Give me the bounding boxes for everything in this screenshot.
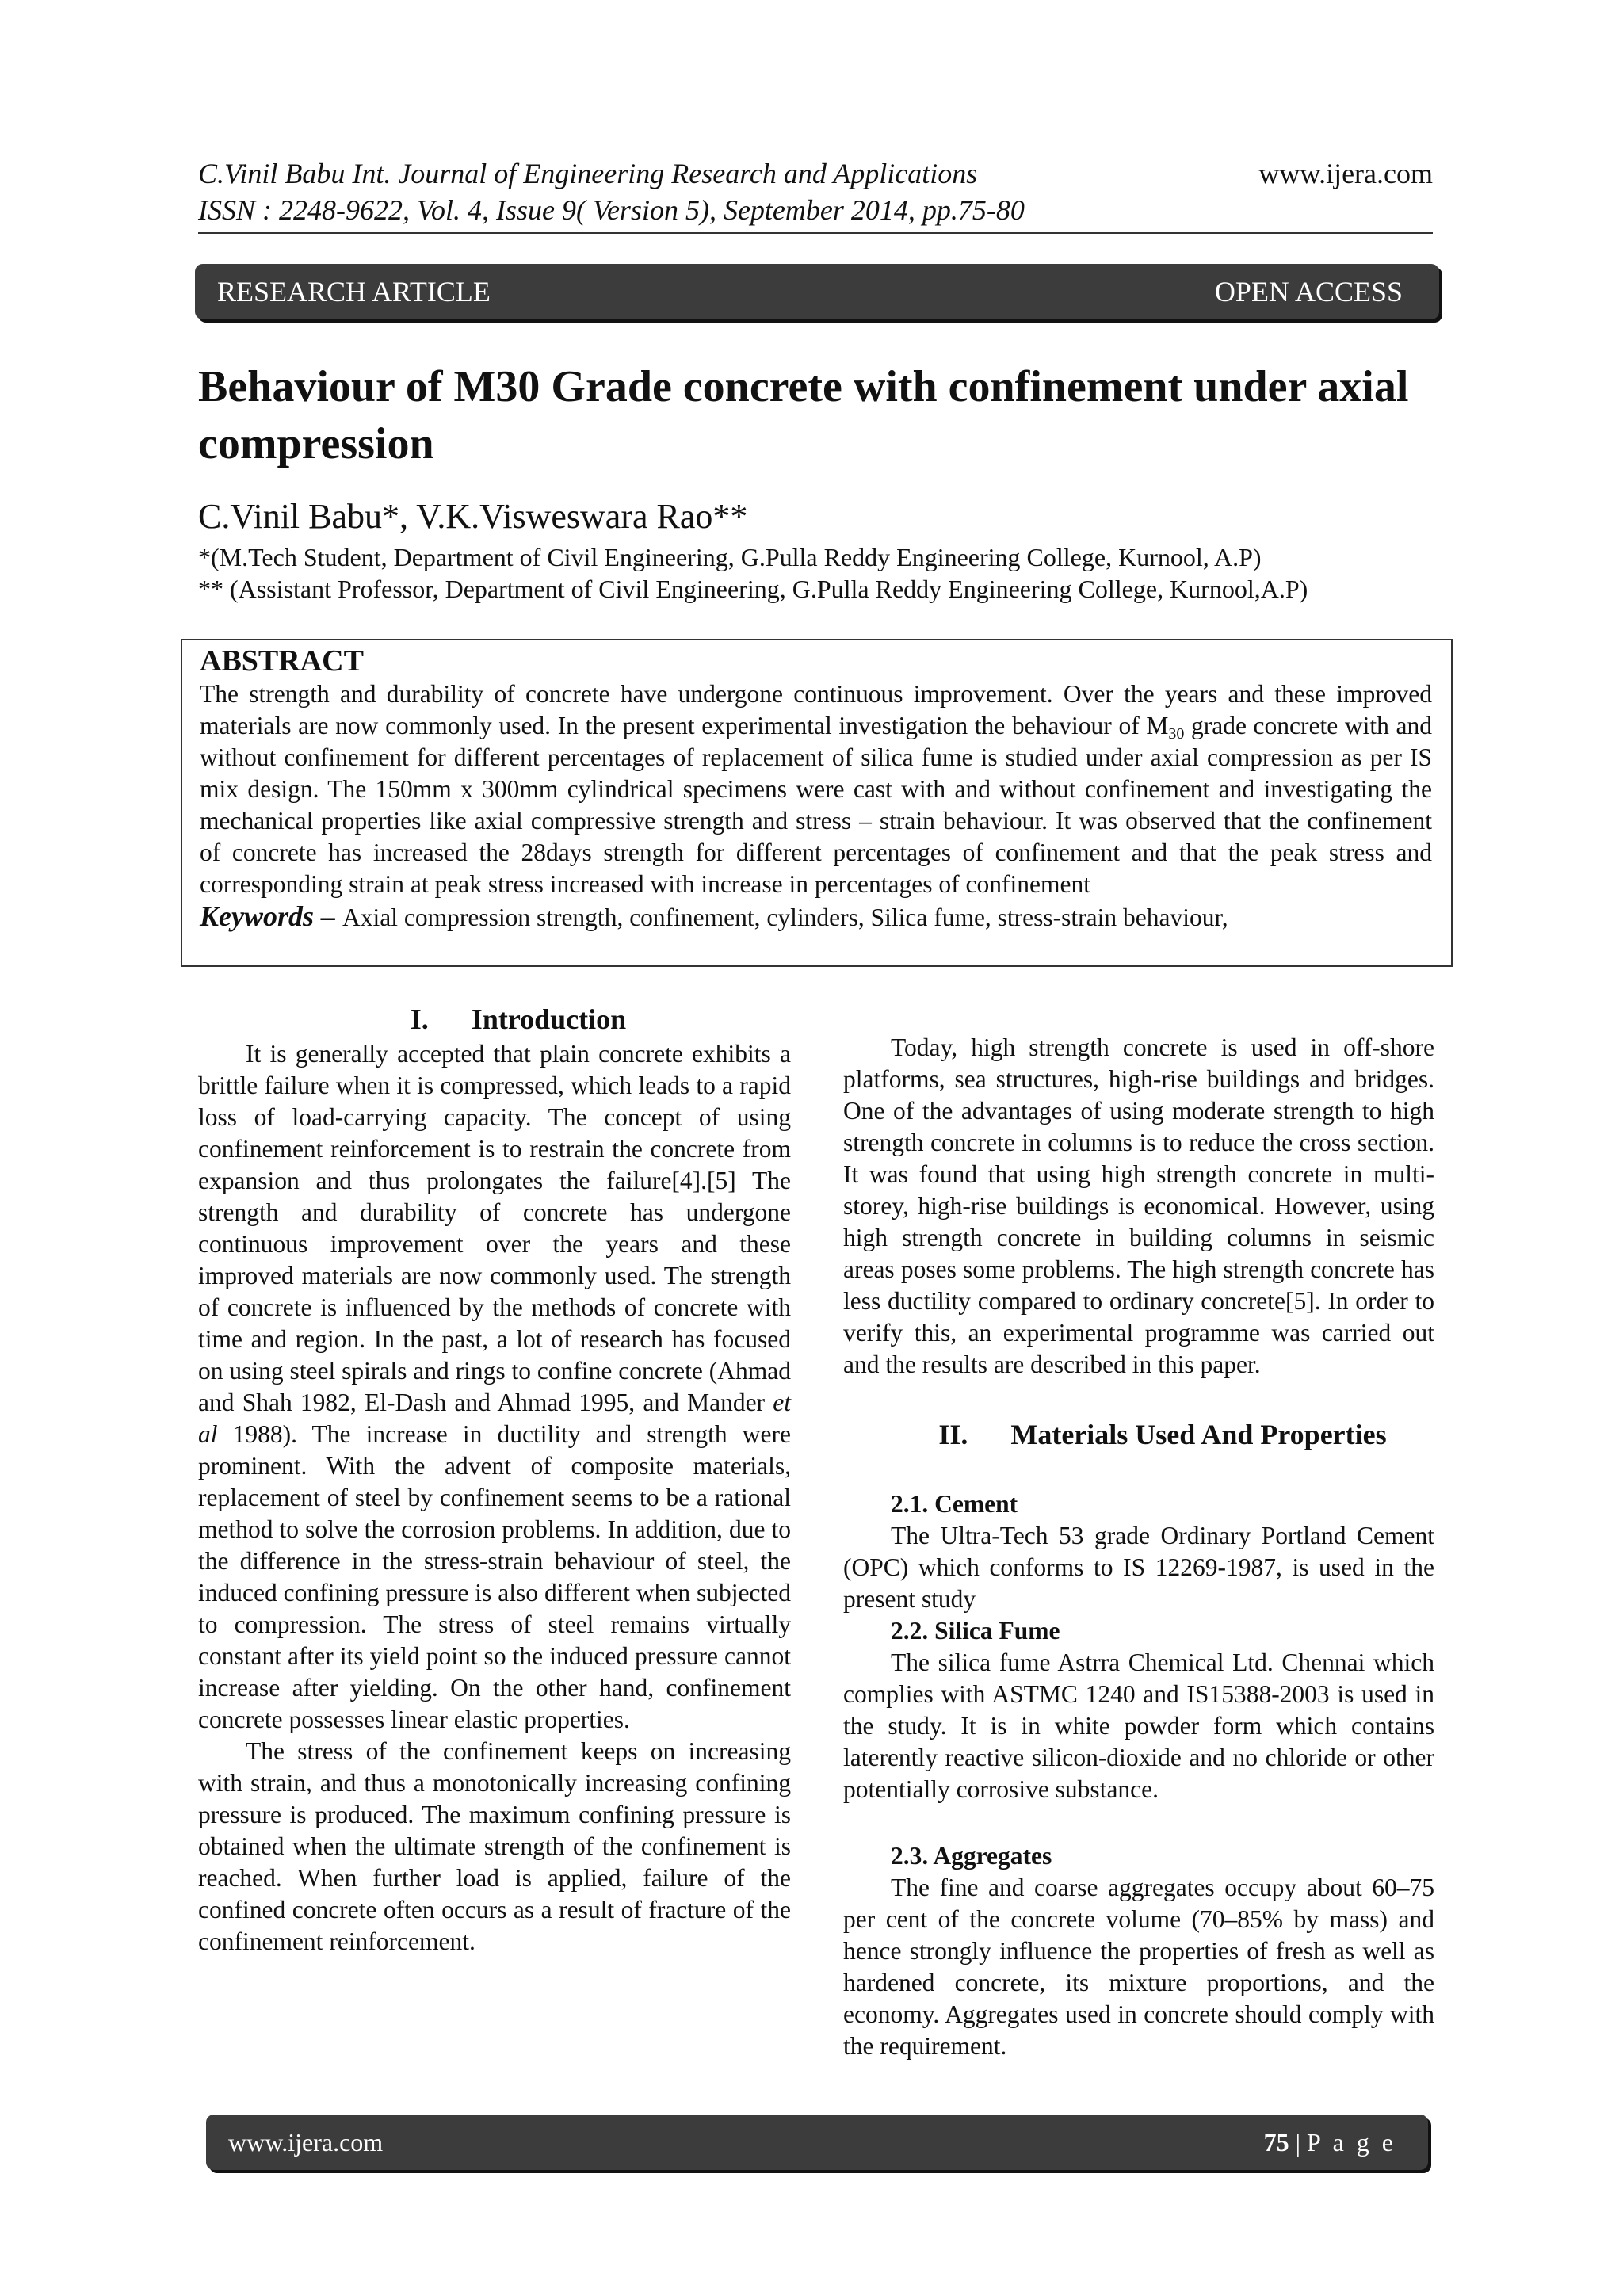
cement-paragraph: The Ultra-Tech 53 grade Ordinary Portland Cement (OPC) which conforms to IS 12269-1987, is used in the present study xyxy=(843,1522,1434,1613)
page-indicator: 75 | P a g e xyxy=(1263,2127,1396,2157)
paper-title: Behaviour of M30 Grade concrete with confinement under axial compression xyxy=(198,362,1409,468)
page-number: 75 xyxy=(1263,2127,1289,2157)
journal-line: C.Vinil Babu Int. Journal of Engineering Research and Applications xyxy=(198,158,978,189)
introduction-heading: I. Introduction xyxy=(410,1003,627,1035)
access-label: OPEN ACCESS xyxy=(1214,276,1403,308)
running-header xyxy=(198,155,1433,228)
keywords-label: Keywords – xyxy=(200,900,342,932)
header-divider xyxy=(198,232,1433,234)
affiliation-2: ** (Assistant Professor, Department of Civil Engineering, G.Pulla Reddy Engineering College, Kurnool,A.P) xyxy=(198,575,1308,603)
article-type-banner xyxy=(195,264,1439,319)
silica-fume-heading: 2.2. Silica Fume xyxy=(891,1617,1060,1645)
materials-heading: II. Materials Used And Properties xyxy=(938,1419,1387,1450)
page-label: P a g e xyxy=(1306,2127,1396,2157)
abstract-box xyxy=(181,639,1453,967)
cement-heading: 2.1. Cement xyxy=(891,1490,1018,1518)
keywords xyxy=(200,900,1432,934)
page-footer xyxy=(206,2115,1428,2170)
intro-paragraph-2: The stress of the confinement keeps on increasing with strain, and thus a monotonically increasing confining pressure is produced. The maximum confining pressure is obtained when the ultimate strength of the confinement is reached. When further load is applied, failure of the confined concrete often occurs as a result of fracture of the confinement reinforcement. xyxy=(198,1737,791,1955)
issn-line: ISSN : 2248-9622, Vol. 4, Issue 9( Version 5), September 2014, pp.75-80 xyxy=(198,194,1025,226)
left-column xyxy=(198,1000,791,1958)
aggregates-heading: 2.3. Aggregates xyxy=(891,1842,1052,1870)
abstract-text: The strength and durability of concrete have undergone continuous improvement. Over the years and these improved materials are now commonly used. In the present experimental investigation the behaviour of $M_{30}$ grade concrete with and without confinement for different percentages of replacement of silica fume is studied under axial compression as per IS mix design. The 150mm x 300mm cylindrical specimens were cast with and without confinement and investigating the mechanical properties like axial compressive strength and stress – strain behaviour. It was observed that the confinement of concrete has increased the 28days strength for different percentages of confinement and that the peak stress and corresponding strain at peak stress increased with increase in percentages of confinement xyxy=(200,680,1432,898)
intro-paragraph-1: It is generally accepted that plain concrete exhibits a brittle failure when it is compressed, which leads to a rapid loss of load-carrying capacity. The concept of using confinement reinforcement is to restrain the concrete from expansion and thus prolongates the failure[4].[5] The strength and durability of concrete has undergone continuous improvement over the years and these improved materials are now commonly used. The strength of concrete is influenced by the methods of concrete with time and region. In the past, a lot of research has focused on using steel spirals and rings to confine concrete (Ahmad and Shah 1982, El-Dash and Ahmad 1995, and Mander et al 1988). The increase in ductility and strength were prominent. With the advent of composite materials, replacement of steel by confinement seems to be a rational method to solve the corrosion problems. In addition, due to the difference in the stress-strain behaviour of steel, the induced confining pressure is also different when subjected to compression. The stress of steel remains virtually constant after its yield point so the induced pressure cannot increase after yielding. On the other hand, confinement concrete possesses linear elastic properties. xyxy=(198,1040,791,1733)
right-column xyxy=(843,1032,1434,2062)
grade-subscript: 30 xyxy=(1168,725,1185,743)
header-website-link[interactable]: www.ijera.com xyxy=(1258,158,1433,189)
abstract-heading: ABSTRACT xyxy=(200,644,364,678)
intro-paragraph-3: Today, high strength concrete is used in off-shore platforms, sea structures, high-rise buildings and bridges. One of the advantages of using moderate strength to high strength concrete in columns is to reduce the cross section. It was found that using high strength concrete in multi-storey, high-rise buildings is economical. However, using high strength concrete in building columns in seismic areas poses some problems. The high strength concrete has less ductility compared to ordinary concrete[5]. In order to verify this, an experimental programme was carried out and the results are described in this paper. xyxy=(843,1033,1434,1378)
footer-website-link[interactable]: www.ijera.com xyxy=(228,2127,384,2157)
affiliation-1: *(M.Tech Student, Department of Civil Engineering, G.Pulla Reddy Engineering College, Kurnool, A.P) xyxy=(198,543,1262,571)
silica-fume-paragraph: The silica fume Astrra Chemical Ltd. Chennai which complies with ASTMC 1240 and IS15388-2003 is used in the study. It is in white powder form which contains laterently reactive silicon-dioxide and no chloride or other potentially corrosive substance. xyxy=(843,1648,1434,1803)
aggregates-paragraph: The fine and coarse aggregates occupy about 60–75 per cent of the concrete volume (70–85% by mass) and hence strongly influence the properties of fresh as well as hardened concrete, its mixture proportions, and the economy. Aggregates used in concrete should comply with the requirement. xyxy=(843,1874,1434,2060)
keywords-text: Axial compression strength, confinement, cylinders, Silica fume, stress-strain behaviour, xyxy=(342,904,1228,931)
author-list: C.Vinil Babu*, V.K.Visweswara Rao** xyxy=(198,497,748,536)
article-type-label: RESEARCH ARTICLE xyxy=(217,276,491,308)
affiliations xyxy=(198,541,1308,605)
